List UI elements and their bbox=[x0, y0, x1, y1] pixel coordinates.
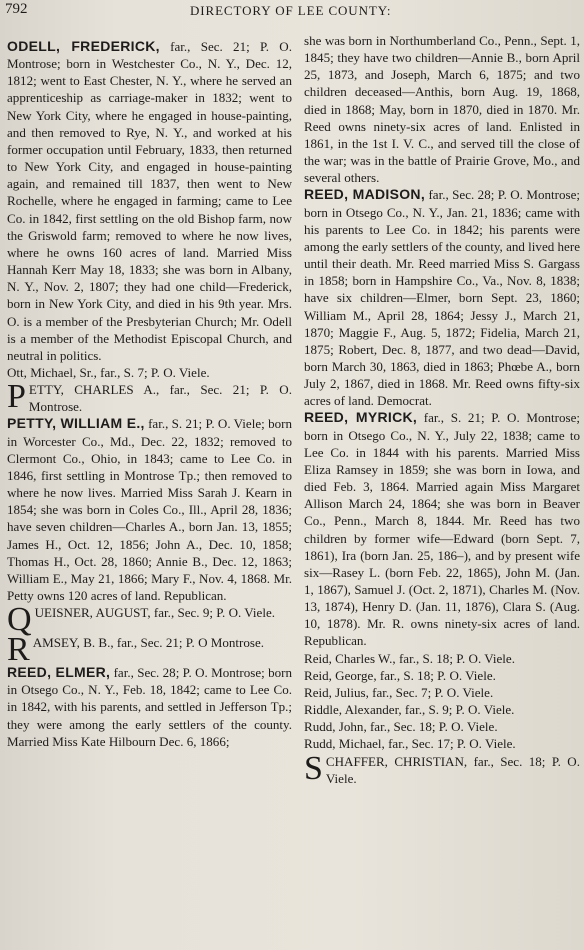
entry-text: far., S. 21; P. O. Montrose; born in Otsego Co., N. Y., July 22, 1838; came to Lee Co. in 1844 with his parents. Married Miss Eliza Ramsey in 1859; she was born in Iowa, and died Feb. 3, 1864. Married again Miss Margaret Allison March 24, 1864; she was born in Beaver Co., Penn., March 8, 1844. Mr. Reed has two children by former wife—Edward (born Sept. 7, 1861), Ira (born Jan. 25, 186–), and by present wife six—Rasey L. (born Feb. 22, 1865), John M. (Jan. 1, 1867), Samuel J. (Oct. 2, 1871), Charles M. (Nov. 13, 1874), Henry D. (Jan. 11, 1876), Clara S. (Aug. 10, 1878). Mr. R. owns ninety-six acres of land. Republican. bbox=[304, 410, 581, 649]
entry-queisner-august bbox=[7, 601, 292, 639]
entry-text: UEISNER, AUGUST, far., Sec. 9; P. O. Viele. bbox=[34, 605, 276, 621]
entry-text: far., Sec. 28; P. O. Montrose; born in Otsego Co., N. Y., Jan. 21, 1836; came with his parents to Lee Co. in 1842; his parents were among the early settlers of the county, and lived here until their death. Mr. Reed married Miss S. Gargass in 1858; born in Hampshire Co., Va., Nov. 8, 1838; have six children—Elmer, born Sept. 23, 1860; William M., April 28, 1864; Jessy J., March 21, 1870; Maggie F., Aug. 5, 1872; Fidelia, March 21, 1875; Robert, Dec. 8, 1877, and two dead—David, born March 30, 1863, died in 1863; Phœbe A., born July 2, 1867, died in 1868. Mr. Reed owns fifty-six acres of land. Democrat. bbox=[304, 187, 580, 409]
entry-petty-william bbox=[7, 415, 292, 604]
entry-text: far., Sec. 28; P. O. Montrose; born in Otsego Co., N. Y., Feb. 18, 1842; came to Lee Co. in 1842, with his parents, and settled in Jefferson Tp.; they were among the early settlers of the county. Married Miss Kate Hilbourn Dec. 6, 1866; bbox=[7, 665, 292, 749]
entry-reed-elmer-continued bbox=[304, 32, 580, 186]
entry-text: Riddle, Alexander, far., S. 9; P. O. Viele. bbox=[304, 702, 515, 718]
left-column bbox=[7, 38, 292, 750]
drop-capital: R bbox=[7, 631, 30, 669]
entry-text: Reid, George, far., S. 18; P. O. Viele. bbox=[304, 667, 496, 683]
right-column bbox=[304, 32, 580, 787]
entry-schaffer-christian bbox=[304, 749, 580, 787]
entry-text: AMSEY, B. B., far., Sec. 21; P. O Montrose. bbox=[32, 635, 265, 651]
entry-text: ETTY, CHARLES A., far., Sec. 21; P. O. Montrose. bbox=[28, 382, 292, 415]
entry-riddle-alexander bbox=[304, 701, 580, 718]
drop-capital: Q bbox=[7, 601, 32, 639]
entry-reid-charles bbox=[304, 650, 580, 667]
entry-rudd-john bbox=[304, 718, 580, 735]
entry-petty-charles bbox=[7, 378, 292, 416]
entry-text: Reid, Charles W., far., S. 18; P. O. Viele. bbox=[304, 650, 515, 666]
entry-rudd-michael bbox=[304, 735, 580, 752]
entry-name: ODELL, FREDERICK, bbox=[7, 38, 160, 54]
entry-text: Rudd, Michael, far., Sec. 17; P. O. Viele. bbox=[304, 736, 516, 752]
drop-capital: P bbox=[7, 378, 26, 416]
entry-text: Rudd, John, far., Sec. 18; P. O. Viele. bbox=[304, 719, 498, 735]
entry-text: far., Sec. 21; P. O. Montrose; born in Westchester Co., N. Y., Dec. 12, 1812; went to East Chester, N. Y., where he served an apprenticeship as carriage-maker in 1832; went to New York City, where he engaged in house-painting, and then removed to Rye, N. Y., and worked at his former occupation until February, 1833, then returned to New York City, and engaged in house-painting again, and remained till 1837, then went to New Rochelle, where he engaged in farming; came to Lee Co. in 1842, first settling on the old Bishop farm, now the Griswold farm; removed to where he now lives, where he owns 160 acres of land. Married Miss Hannah Kerr May 18, 1833; she was born in Albany, N. Y., Nov. 2, 1807; they had one child—Frederick, born in New York City, and died in his 9th year. Mrs. O. is a member of the Presbyterian Church; Mr. Odell is a member of the Methodist Episcopal Church, and neutral in politics. bbox=[7, 39, 292, 363]
entry-text: Reid, Julius, far., Sec. 7; P. O. Viele. bbox=[304, 684, 494, 700]
entry-ott-michael bbox=[7, 364, 292, 381]
entry-text: she was born in Northumberland Co., Penn., Sept. 1, 1845; they have two children—Annie B., born April 25, 1873, and Joseph, March 6, 1875; and two children deceased—Anthis, born Aug. 19, 1868, died in 1868; May, born in 1870, died in 1870. Mr. Reed owns ninety-six acres of land. Enlisted in 1861, in the 1st I. V. C., and served till the close of the war; was in the battle of Prairie Grove, Mo., and several others. bbox=[304, 33, 580, 186]
entry-ramsey-bb bbox=[7, 631, 292, 669]
drop-capital: S bbox=[304, 749, 323, 787]
entry-reid-julius bbox=[304, 684, 580, 701]
entry-name: REED, MYRICK, bbox=[304, 409, 418, 426]
entry-text: Ott, Michael, Sr., far., S. 7; P. O. Viele. bbox=[7, 364, 210, 380]
entry-reed-madison bbox=[304, 186, 580, 409]
entry-name: REED, MADISON, bbox=[304, 186, 426, 203]
entry-reid-george bbox=[304, 667, 580, 684]
entry-odell-frederick bbox=[7, 38, 292, 364]
entry-name: PETTY, WILLIAM E., bbox=[7, 415, 145, 432]
page-number: 792 bbox=[5, 1, 28, 17]
entry-reed-elmer bbox=[7, 664, 292, 750]
entry-reed-myrick bbox=[304, 409, 580, 649]
entry-text: far., S. 21; P. O. Viele; born in Worcester Co., Md., Dec. 22, 1832; removed to Clermont Co., Ohio, in 1843; came to Lee Co. in 1846, first settling in Montrose Tp.; then removed to where he now lives. Married Miss Sarah J. Kearn in 1854; she was born in Coles Co., Ill., April 28, 1836; have seven children—Charles A., born Jan. 13, 1855; James H., Oct. 12, 1856; John A., Dec. 10, 1858; Thomas H., Oct. 28, 1860; Annie B., Dec. 12, 1863; William E., May 21, 1866; Mary F., Nov. 4, 1868. Mr. Petty owns 120 acres of land. Republican. bbox=[7, 416, 292, 603]
entry-text: CHAFFER, CHRISTIAN, far., Sec. 18; P. O. Viele. bbox=[325, 753, 580, 786]
running-head: DIRECTORY OF LEE COUNTY: bbox=[190, 3, 392, 18]
entry-name: REED, ELMER, bbox=[7, 664, 111, 681]
